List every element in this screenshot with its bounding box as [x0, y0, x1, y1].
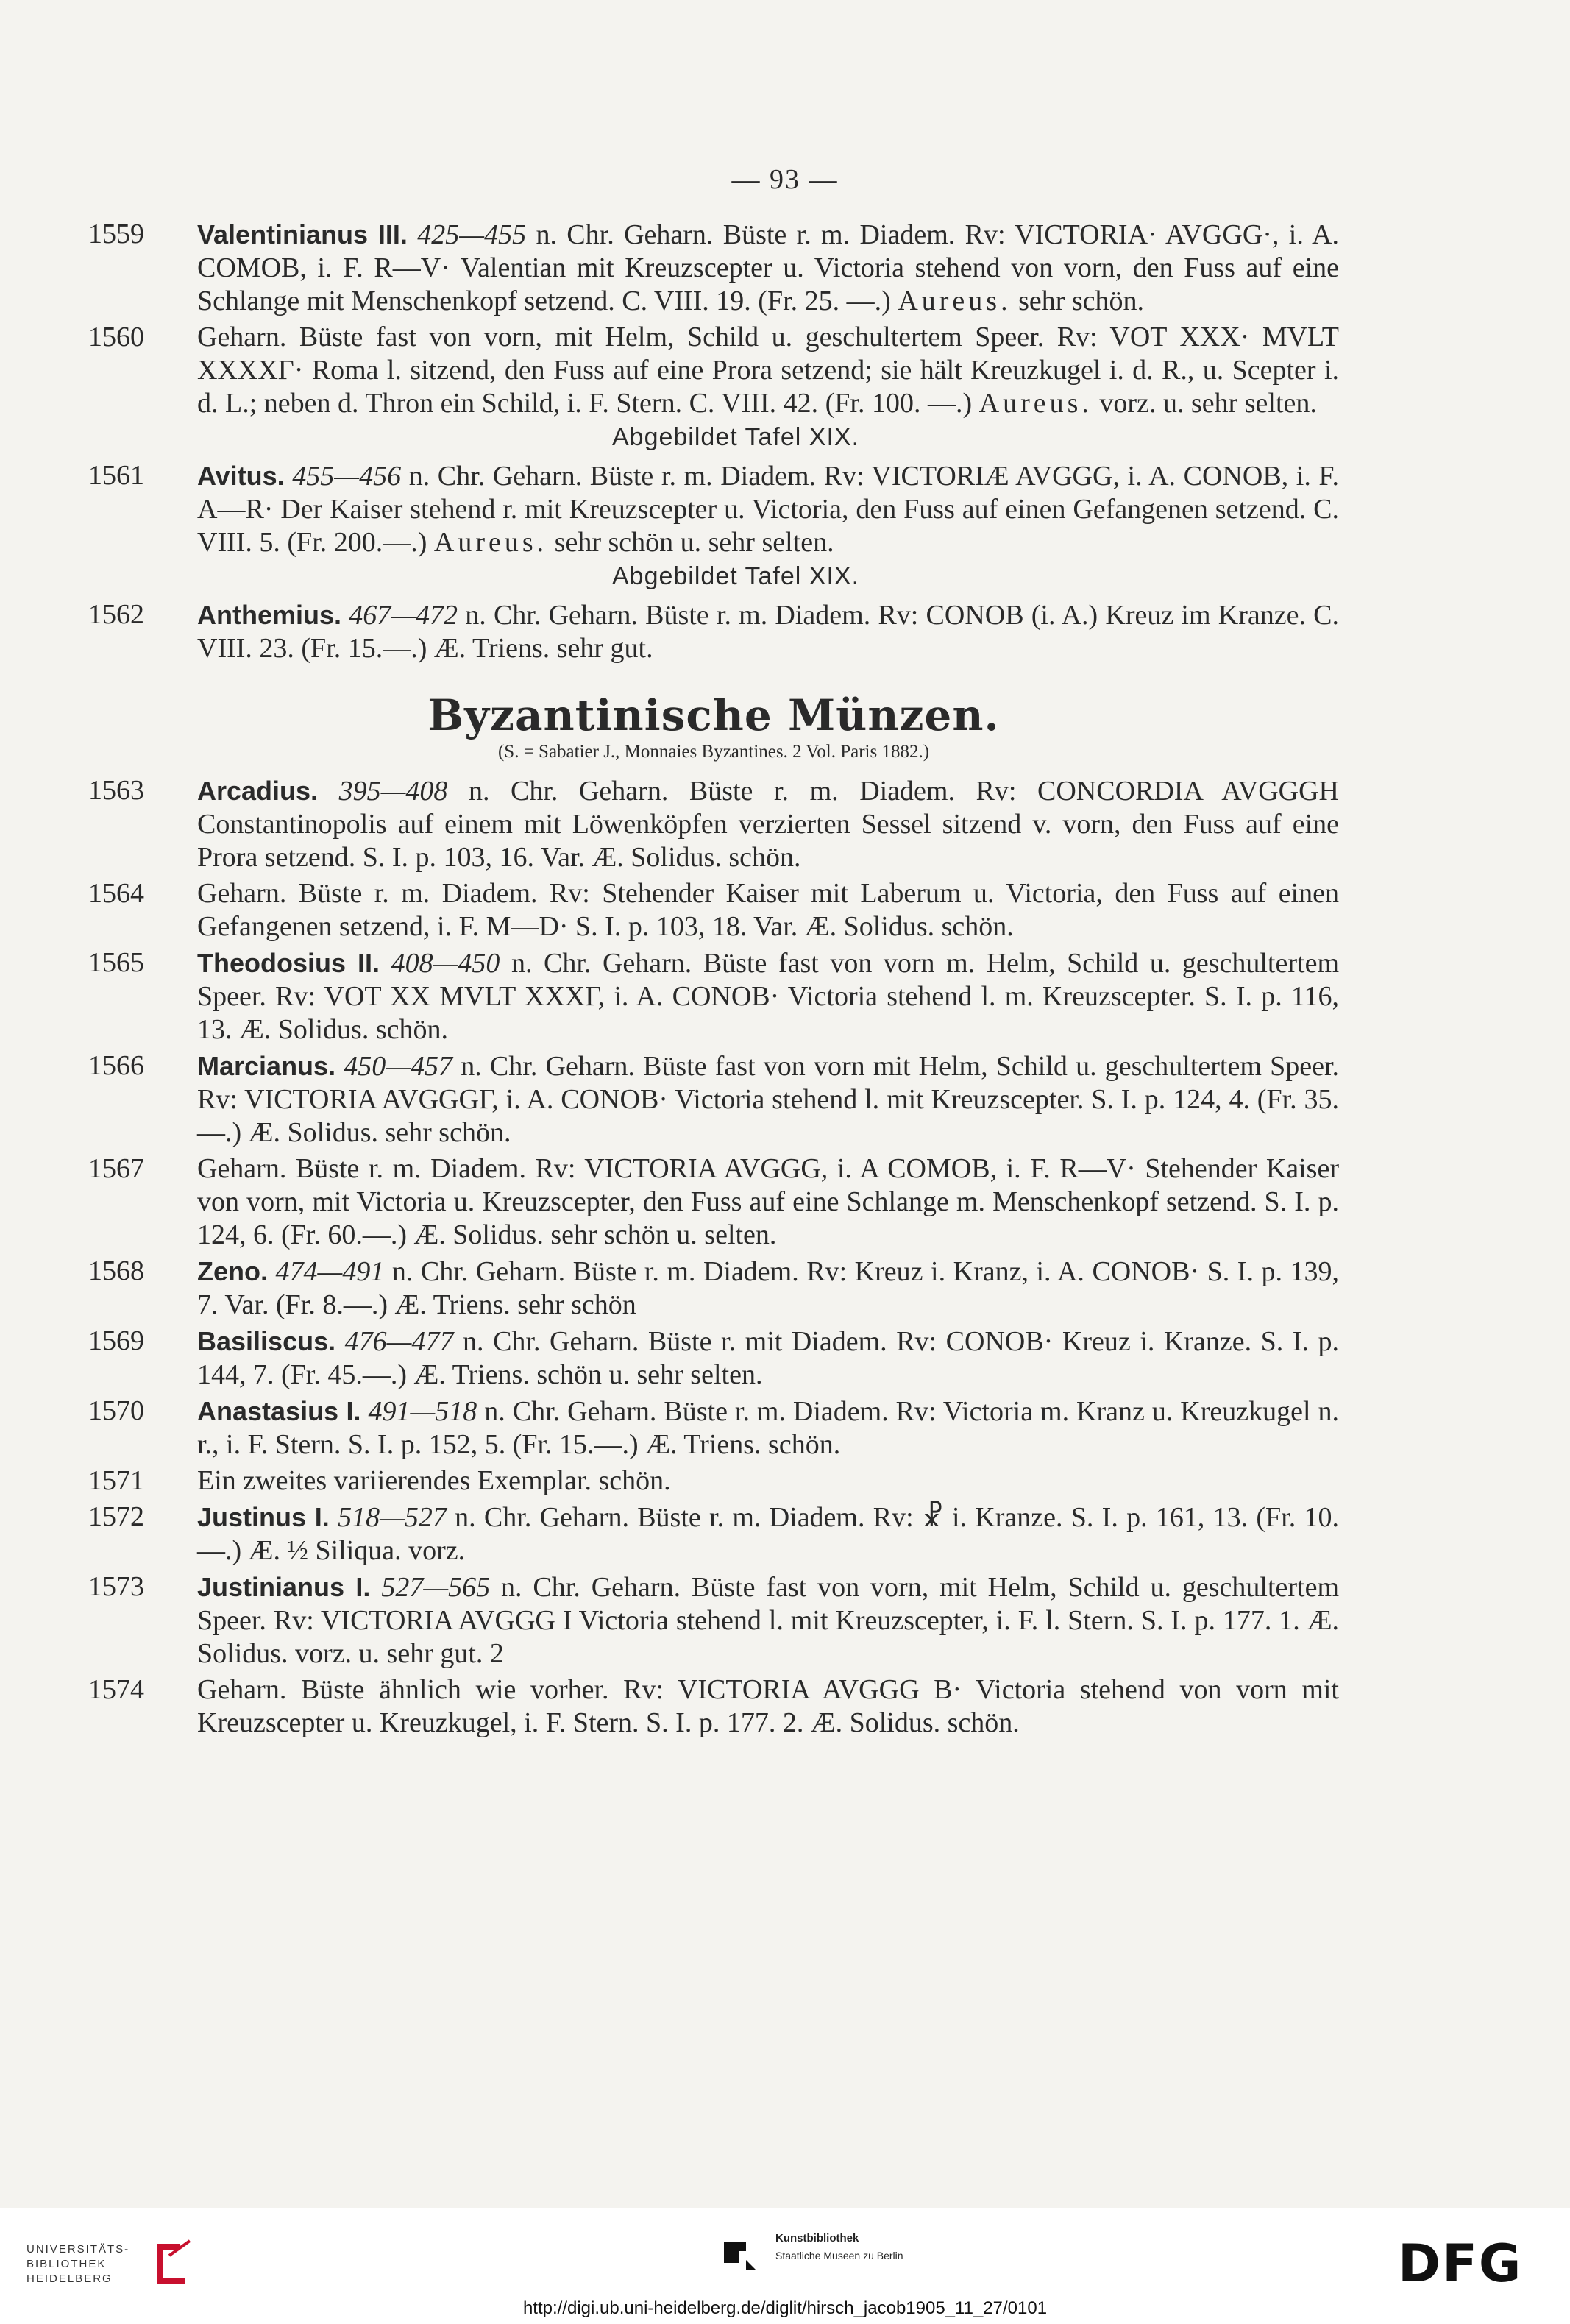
- era-label: n. Chr.: [446, 1502, 540, 1533]
- catalog-entry: [88, 598, 1339, 665]
- entry-description: Geharn. Büste r. m. Diadem. Rv: VICTORIA· AVGGG·, i. A. COMOB, i. F. R—V· Valentian mit Kreuzscepter u. Victoria stehend von vorn, den Fuss auf eine Schlange mit Menschenkopf setzend. C. VIII. 19. (Fr. 25. —.): [197, 219, 1340, 316]
- condition-note: vorz. u. sehr selten.: [1092, 388, 1317, 419]
- condition-note: sehr schön.: [1011, 286, 1145, 316]
- entry-number: 1565: [88, 947, 144, 978]
- entry-description: Geharn. Büste r. m. Diadem. Rv: Stehender Kaiser mit Laberum u. Victoria, den Fuss auf einen Gefangenen setzend, i. F. M—D· S. I. p. 103, 18. Var. Æ. Solidus. schön.: [197, 878, 1339, 942]
- ruler-name: Theodosius II.: [197, 948, 380, 978]
- coin-type: Aureus.: [978, 388, 1093, 419]
- reign-years: 395—408: [338, 776, 448, 807]
- reign-years: 450—457: [344, 1051, 453, 1082]
- entry-description: Geharn. Büste r. m. Diadem. Rv: CONCORDIA AVGGGH Constantinopolis auf einem mit Löwenköpfen verzierten Sessel sitzend v. vorn, den Fuss auf eine Prora setzend. S. I. p. 103, 16. Var. Æ. Solidus. schön.: [197, 776, 1340, 873]
- ruler-name: Avitus.: [197, 461, 285, 491]
- ruler-name: Zeno.: [197, 1256, 268, 1286]
- condition-note: sehr schön u. sehr selten.: [547, 527, 834, 558]
- catalog-entry: [88, 1501, 1339, 1567]
- university-library-mark-icon: [150, 2238, 194, 2289]
- entry-description: Geharn. Büste r. mit Diadem. Rv: CONOB· Kreuz i. Kranze. S. I. p. 144, 7. (Fr. 45.—.) Æ. Triens. schön u. sehr selten.: [197, 1326, 1340, 1390]
- kunstbibliothek-mark-icon: [718, 2228, 770, 2279]
- reign-years: 527—565: [381, 1572, 491, 1603]
- kunstbibliothek-title: Kunstbibliothek: [775, 2232, 859, 2245]
- catalog-entry: [88, 459, 1339, 559]
- dfg-logo[interactable]: DFG: [1398, 2233, 1523, 2294]
- kunstbibliothek-subtitle: Staatliche Museen zu Berlin: [775, 2250, 903, 2261]
- coin-type: Aureus.: [898, 286, 1012, 316]
- catalog-entry: [88, 1570, 1339, 1671]
- entry-number: 1570: [88, 1395, 144, 1426]
- entry-description: Geharn. Büste fast von vorn, mit Helm, Schild u. geschultertem Speer. Rv: VOT XXX· MVLT XXXXΓ· Roma l. sitzend, den Fuss auf eine Prora setzend; sie hält Kreuzkugel i. d. R., u. Scepter i. d. L.; neben d. Thron ein Schild, i. F. Stern. C. VIII. 42. (Fr. 100. —.): [197, 322, 1339, 419]
- coin-type: Aureus.: [433, 527, 548, 558]
- entry-description: Geharn. Büste r. m. Diadem. Rv: Victoria m. Kranz u. Kreuzkugel n. r., i. F. Stern. S. I. p. 152, 5. (Fr. 15.—.) Æ. Triens. schön.: [197, 1396, 1339, 1460]
- permalink-url[interactable]: http://digi.ub.uni-heidelberg.de/diglit/hirsch_jacob1905_11_27/0101: [522, 2298, 1048, 2318]
- era-label: n. Chr.: [477, 1396, 568, 1427]
- catalog-entry: [88, 1464, 1339, 1498]
- entry-number: 1560: [88, 322, 144, 353]
- byzantine-entries: [88, 774, 1339, 1740]
- catalog-entry: [88, 321, 1339, 420]
- entry-description: Geharn. Büste fast von vorn mit Helm, Schild u. geschultertem Speer. Rv: VICTORIA AVGGGΓ, i. A. CONOB· Victoria stehend l. mit Kreuzscepter. S. I. p. 124, 4. (Fr. 35.—.) Æ. Solidus. sehr schön.: [197, 1051, 1340, 1148]
- reign-years: 518—527: [338, 1502, 447, 1533]
- reign-years: 408—450: [391, 948, 500, 979]
- entry-number: 1572: [88, 1501, 144, 1532]
- entry-number: 1561: [88, 460, 144, 491]
- reign-years: 474—491: [275, 1256, 385, 1287]
- illustrated-plate-note: Abgebildet Tafel XIX.: [611, 562, 860, 590]
- section-title: Byzantinische Münzen.: [427, 690, 1000, 740]
- kunstbibliothek-logo[interactable]: [718, 2228, 909, 2279]
- reign-years: 476—477: [344, 1326, 454, 1357]
- university-library-name: UNIVERSITÄTS- BIBLIOTHEK HEIDELBERG: [26, 2243, 130, 2285]
- catalog-entry: [88, 774, 1339, 874]
- entry-description: Ein zweites variierendes Exemplar. schön.: [197, 1465, 671, 1496]
- university-library-logo[interactable]: [26, 2228, 196, 2294]
- ruler-name: Anastasius I.: [197, 1396, 361, 1426]
- entry-number: 1566: [88, 1050, 144, 1081]
- catalog-entry: [88, 1395, 1339, 1462]
- entry-number: 1569: [88, 1325, 144, 1356]
- ruler-name: Marcianus.: [197, 1051, 336, 1081]
- entry-description: Geharn. Büste r. m. Diadem. Rv: Kreuz i. Kranz, i. A. CONOB· S. I. p. 139, 7. Var. (Fr. 8.—.) Æ. Triens. sehr schön: [197, 1256, 1340, 1320]
- era-label: n. Chr.: [526, 219, 625, 250]
- catalog-entry: [88, 218, 1339, 318]
- entry-description: Geharn. Büste r. m. Diadem. Rv: CONOB (i. A.) Kreuz im Kranze. C. VIII. 23. (Fr. 15.—.) Æ. Triens. sehr gut.: [197, 600, 1340, 664]
- entry-number: 1574: [88, 1674, 144, 1705]
- entry-number: 1559: [88, 219, 144, 249]
- era-label: n. Chr.: [401, 461, 493, 492]
- entry-number: 1571: [88, 1465, 144, 1496]
- ruler-name: Justinus I.: [197, 1502, 330, 1532]
- catalog-entry: [88, 1325, 1339, 1392]
- catalog-entry: [88, 946, 1339, 1046]
- entry-number: 1568: [88, 1255, 144, 1286]
- reign-years: 455—456: [292, 461, 402, 492]
- catalog-entry: [88, 1152, 1339, 1252]
- entry-description: Geharn. Büste r. m. Diadem. Rv: VICTORIÆ AVGGG, i. A. CONOB, i. F. A—R· Der Kaiser stehend r. mit Kreuzscepter u. Victoria, den Fuss auf einen Gefangenen setzend. C. VIII. 5. (Fr. 200.—.): [197, 461, 1340, 558]
- entry-number: 1564: [88, 878, 144, 909]
- era-label: n. Chr.: [447, 776, 579, 807]
- era-label: n. Chr.: [458, 600, 549, 631]
- ruler-name: Anthemius.: [197, 600, 342, 630]
- era-label: n. Chr.: [453, 1326, 550, 1357]
- catalog-entry: [88, 1049, 1339, 1149]
- ruler-name: Justinianus I.: [197, 1572, 371, 1602]
- reign-years: 491—518: [368, 1396, 477, 1427]
- entry-description: Geharn. Büste fast von vorn, mit Helm, Schild u. geschultertem Speer. Rv: VICTORIA AVGGG I Victoria stehend l. mit Kreuzscepter, i. F. l. Stern. S. I. p. 177. 1. Æ. Solidus. vorz. u. sehr gut. 2: [197, 1572, 1340, 1669]
- entry-description: Geharn. Büste ähnlich wie vorher. Rv: VICTORIA AVGGG B· Victoria stehend von vorn mit Kreuzscepter u. Kreuzkugel, i. F. Stern. S. I. p. 177. 2. Æ. Solidus. schön.: [197, 1674, 1339, 1738]
- ruler-name: Valentinianus III.: [197, 219, 408, 249]
- footer-bar: [0, 2208, 1570, 2324]
- catalog-entry: [88, 1255, 1339, 1322]
- ruler-name: Basiliscus.: [197, 1326, 336, 1356]
- reign-years: 425—455: [417, 219, 527, 250]
- illustrated-plate-note: Abgebildet Tafel XIX.: [611, 423, 860, 451]
- reign-years: 467—472: [349, 600, 458, 631]
- catalog-entry: [88, 1673, 1339, 1740]
- era-label: n. Chr.: [384, 1256, 476, 1287]
- era-label: n. Chr.: [500, 948, 603, 979]
- era-label: n. Chr.: [490, 1572, 592, 1603]
- entry-description: Geharn. Büste r. m. Diadem. Rv: VICTORIA AVGGG, i. A COMOB, i. F. R—V· Stehender Kaiser von vorn, mit Victoria u. Kreuzscepter, den Fuss auf eine Schlange m. Menschenkopf setzend. S. I. p. 124, 6. (Fr. 60.—.) Æ. Solidus. sehr schön u. selten.: [197, 1153, 1339, 1250]
- ruler-name: Arcadius.: [197, 776, 319, 806]
- entry-description: Geharn. Büste fast von vorn m. Helm, Schild u. geschultertem Speer. Rv: VOT XX MVLT XXXΓ, i. A. CONOB· Victoria stehend l. m. Kreuzscepter. S. I. p. 116, 13. Æ. Solidus. schön.: [197, 948, 1339, 1045]
- era-label: n. Chr.: [452, 1051, 546, 1082]
- roman-entries: [88, 218, 1339, 665]
- page-number: — 93 —: [731, 164, 839, 195]
- entry-description: Geharn. Büste r. m. Diadem. Rv: ☧ i. Kranze. S. I. p. 161, 13. (Fr. 10.—.) Æ. ½ Siliqua. vorz.: [197, 1502, 1340, 1566]
- entry-number: 1562: [88, 599, 144, 630]
- catalog-entry: [88, 877, 1339, 943]
- section-note: (S. = Sabatier J., Monnaies Byzantines. 2 Vol. Paris 1882.): [497, 742, 930, 762]
- entry-number: 1567: [88, 1153, 144, 1184]
- entries: [88, 218, 1339, 1743]
- entry-number: 1563: [88, 775, 144, 806]
- entry-number: 1573: [88, 1571, 144, 1602]
